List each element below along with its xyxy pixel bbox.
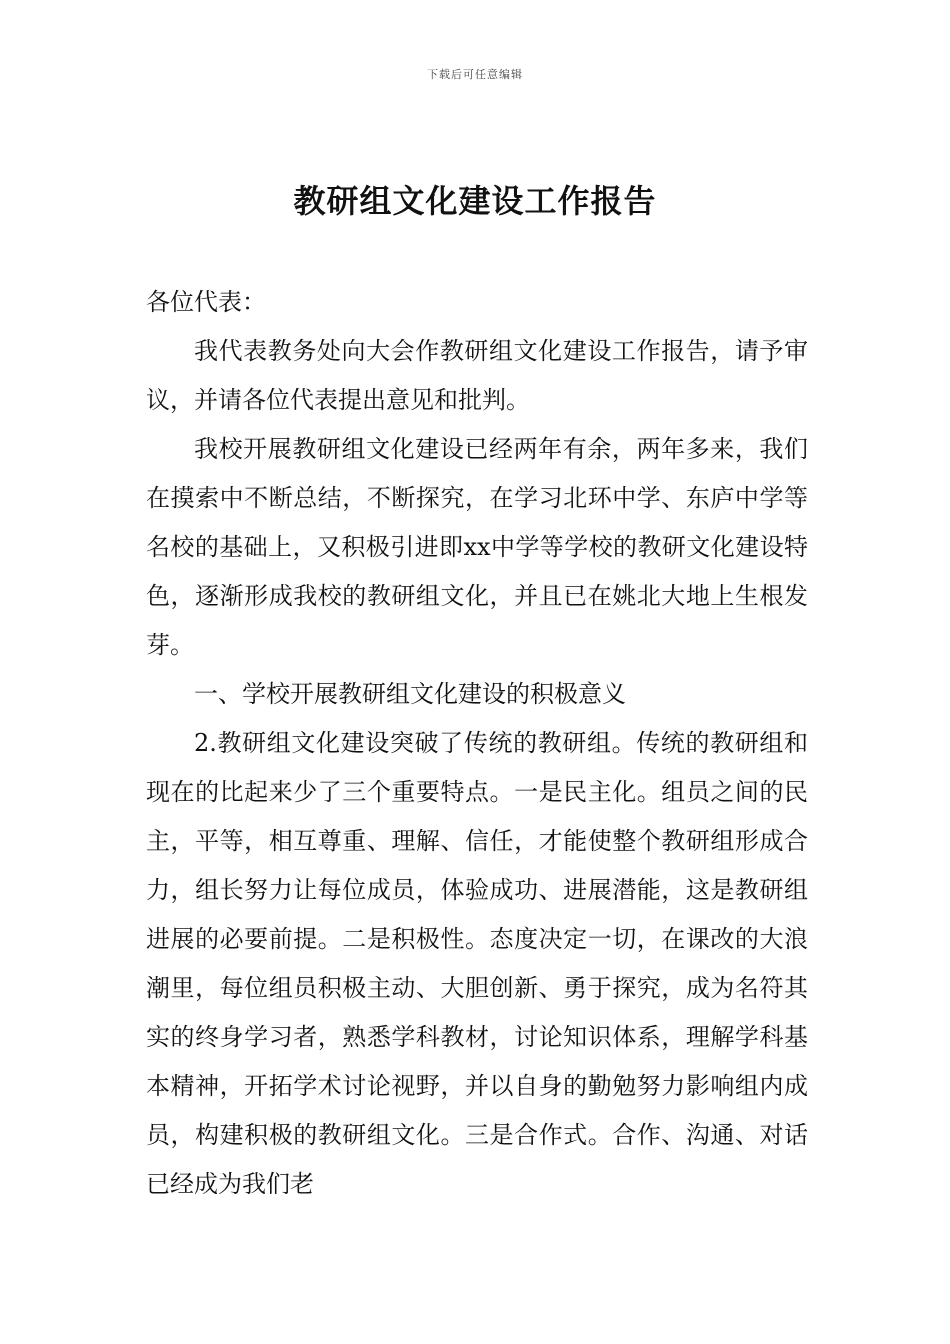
paragraph: 我代表教务处向大会作教研组文化建设工作报告，请予审议，并请各位代表提出意见和批判。	[146, 337, 808, 414]
document-title: 教研组文化建设工作报告	[293, 182, 657, 220]
section-heading: 一、学校开展教研组文化建设的积极意义	[194, 680, 626, 708]
paragraph: 2.教研组文化建设突破了传统的教研组。传统的教研组和现在的比起来少了三个重要特点。一是民主化。组员之间的民主，平等，相互尊重、理解、信任，才能使整个教研组形成合力，组长努力让每位成员，体验成功、进展潜能，这是教研组进展的必要前提。二是积极性。态度决定一切，在课改的大浪潮里，每位组员积极主动、大胆创新、勇于探究，成为名符其实的终身学习者，熟悉学科教材，讨论知识体系，理解学科基本精神，开拓学术讨论视野，并以自身的勤勉努力影响组内成员，构建积极的教研组文化。三是合作式。合作、沟通、对话已经成为我们老	[146, 729, 808, 1198]
document-body	[146, 278, 808, 1209]
header-note: 下载后可任意编辑	[427, 68, 523, 81]
salutation: 各位代表：	[146, 288, 266, 316]
paragraph: 我校开展教研组文化建设已经两年有余，两年多来，我们在摸索中不断总结，不断探究，在学习北环中学、东庐中学等名校的基础上，又积极引进即xx中学等学校的教研文化建设特色，逐渐形成我校的教研组文化，并且已在姚北大地上生根发芽。	[146, 435, 808, 659]
